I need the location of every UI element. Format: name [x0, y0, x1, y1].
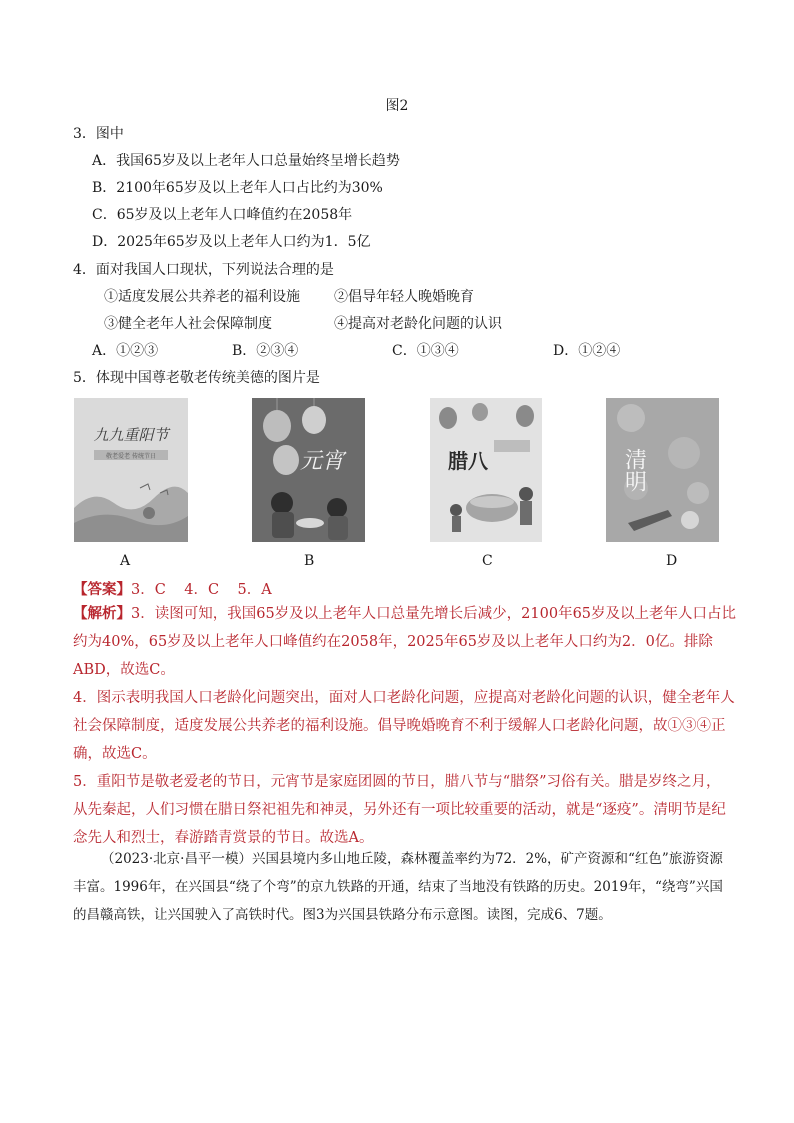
- picture-b-art: [252, 398, 365, 542]
- picture-a-chongyang: [74, 398, 188, 542]
- answer-tag: 【答案】: [73, 581, 131, 598]
- q5-stem: 5．体现中国尊老敬老传统美德的图片是: [73, 370, 320, 386]
- q3-stem: 3．图中: [73, 126, 124, 142]
- q4-stem: 4．面对我国人口现状，下列说法合理的是: [73, 262, 334, 278]
- analysis-q3: [73, 600, 743, 684]
- q4-item-4: ④提高对老龄化问题的认识: [334, 316, 502, 332]
- picture-b-yuanxiao: [252, 398, 365, 542]
- picture-c-title: 腊八: [448, 449, 488, 473]
- picture-c-laba: [430, 398, 542, 542]
- q4-choice-d: D．①②④: [553, 343, 621, 359]
- picture-d-title: 清明: [621, 448, 647, 492]
- answer-text: 3．C 4．C 5．A: [131, 582, 272, 598]
- q4-choice-c: C．①③④: [392, 343, 459, 359]
- picture-b-label: B: [304, 553, 315, 569]
- picture-a-label: A: [120, 553, 131, 569]
- q4-item-2: ②倡导年轻人晚婚晚育: [334, 289, 474, 305]
- source-paragraph: （2023·北京·昌平一模）兴国县境内多山地丘陵，森林覆盖率约为72．2%，矿产资源和“红色”旅游资源丰富。1996年，在兴国县“绕了个弯”的京九铁路的开通，结束了当地没有铁路的历史。2019年，“绕弯”兴国的昌赣高铁，让兴国驶入了高铁时代。图3为兴国县铁路分布示意图。读图，完成6、7题。: [73, 851, 723, 923]
- q4-item-1: ①适度发展公共养老的福利设施: [104, 289, 300, 305]
- q3-option-a: A．我国65岁及以上老年人口总量始终呈增长趋势: [92, 153, 400, 169]
- answer-line: [73, 578, 272, 599]
- picture-a-subtitle: 敬老爱老 传统节日: [106, 453, 156, 460]
- q3-option-d: D．2025年65岁及以上老年人口约为1．5亿: [92, 234, 371, 250]
- analysis-q3-rest: 为40%，65岁及以上老年人口峰值约在2058年，2025年65岁及以上老年人口约为2．0亿。排除ABD，故选C。: [73, 634, 713, 678]
- q4-choice-b: B．②③④: [232, 343, 299, 359]
- q3-option-b: B．2100年65岁及以上老年人口占比约为30%: [92, 180, 383, 196]
- picture-a-art: [74, 398, 188, 542]
- q4-item-3: ③健全老年人社会保障制度: [104, 316, 272, 332]
- figure-caption: 图2: [385, 98, 409, 114]
- picture-d-label: D: [666, 553, 678, 569]
- analysis-tag: 【解析】: [73, 605, 131, 622]
- picture-d-qingming: [606, 398, 719, 542]
- analysis-q4: 4．图示表明我国人口老龄化问题突出，面对人口老龄化问题，应提高对老龄化问题的认识，健全老年人社会保障制度，适度发展公共养老的福利设施。倡导晚婚晚育不利于缓解人口老龄化问题，故①③④正确，故选C。: [73, 690, 735, 762]
- picture-a-title: 九九重阳节: [93, 426, 169, 444]
- picture-c-art: [430, 398, 542, 542]
- picture-b-title: 元宵: [299, 449, 345, 474]
- picture-c-label: C: [482, 553, 493, 569]
- q3-option-c: C．65岁及以上老年人口峰值约在2058年: [92, 207, 353, 223]
- analysis-q3-first: 3．读图可知，我国65岁及以上老年人口总量先增长后减少，2100年65岁及以上老年人口占比约: [73, 606, 737, 650]
- picture-d-art: [606, 398, 719, 542]
- analysis-q5: 5．重阳节是敬老爱老的节日，元宵节是家庭团圆的节日，腊八节与“腊祭”习俗有关。腊是岁终之月，从先秦起，人们习惯在腊日祭祀祖先和神灵，另外还有一项比较重要的活动，就是“逐疫”。清明节是纪念先人和烈士，春游踏青赏景的节日。故选A。: [73, 774, 726, 846]
- q4-choice-a: A．①②③: [92, 343, 159, 359]
